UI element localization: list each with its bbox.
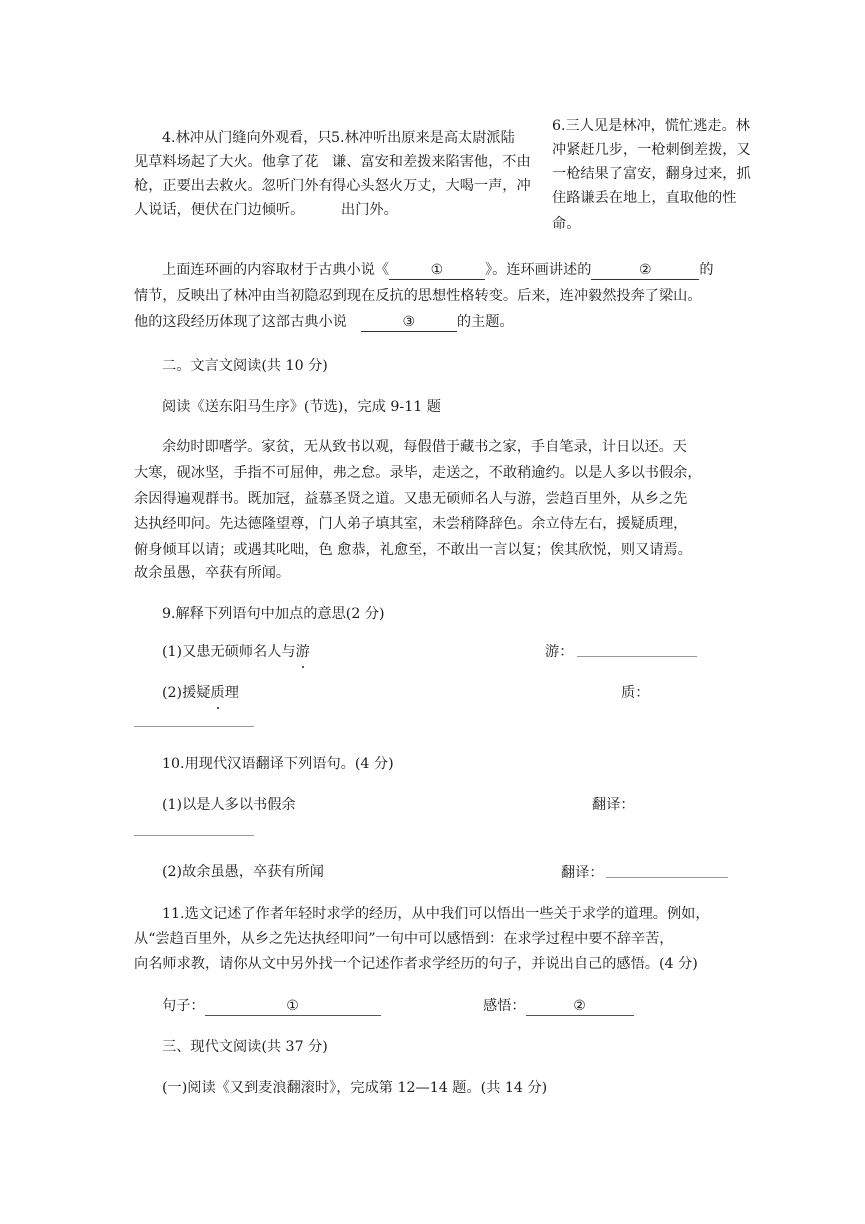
q11-sentence-row — [162, 995, 381, 1017]
q10-item-2: (2)故余虽愚，卒获有所闻 — [162, 864, 324, 880]
section-2-heading: 二。文言文阅读(共 10 分) — [162, 358, 328, 374]
caption-line: 人说话，便伏在门边倾听。 — [134, 202, 305, 218]
q9-item-text: (1)又患无硕师名人与 — [162, 644, 296, 660]
passage-line: 俯身倾耳以请；或遇其叱咄，色 愈恭，礼愈至，不敢出一言以复；俟其欣悦，则又请焉。 — [134, 542, 692, 558]
caption-line: 住路谦丢在地上，直取他的性 — [552, 190, 737, 206]
passage-line: 达执经叩问。先达德隆望尊，门人弟子填其室，未尝稍降辞色。余立侍左右，援疑质理， — [134, 516, 688, 532]
passage-line: 大寒，砚冰坚，手指不可屈伸，弗之怠。录毕，走送之，不敢稍逾约。以是人多以书假余， — [134, 465, 702, 481]
caption-line: 4.林冲从门缝向外观看，只 — [162, 130, 332, 146]
q11-sentence-label: 句子： — [162, 998, 205, 1014]
q9-answer-line-2[interactable] — [134, 726, 254, 727]
caption-line: 出门外。 — [341, 202, 398, 218]
caption-line: 见草料场起了大火。他拿了花 — [134, 154, 319, 170]
q11-sentence-blank[interactable]: ① — [205, 997, 381, 1016]
q9-item-2-label: 质： — [621, 685, 650, 701]
caption-line: 6.三人见是林冲，慌忙逃走。林 — [552, 118, 750, 134]
caption-line: 命。 — [552, 216, 581, 232]
passage-line: 余因得遍观群书。既加冠，益慕圣贤之道。又患无硕师名人与游，尝趋百里外，从乡之先 — [134, 491, 688, 507]
q8-line-1 — [162, 259, 714, 281]
q8-text: 的主题。 — [456, 314, 514, 330]
caption-line: 谦、富安和差拨来陷害他，不由 — [332, 154, 531, 170]
q10-item-2-label: 翻译： — [561, 865, 604, 881]
emphasis-dot-word: 游 — [296, 641, 310, 663]
emphasis-dot-word: 质 — [210, 682, 224, 704]
q9-title: 9.解释下列语句中加点的意思(2 分) — [162, 606, 385, 622]
q11-insight-blank[interactable]: ② — [526, 997, 634, 1016]
q9-item-text: (2)援疑 — [162, 685, 211, 701]
q10-title: 10.用现代汉语翻译下列语句。(4 分) — [162, 756, 394, 772]
q8-text: 上面连环画的内容取材于古典小说《 — [162, 262, 390, 278]
section-2-intro: 阅读《送东阳马生序》(节选)，完成 9-11 题 — [162, 399, 441, 415]
q11-insight-label: 感悟： — [483, 998, 526, 1014]
q9-item-1 — [162, 641, 310, 663]
q10-answer-line-1[interactable] — [134, 835, 254, 836]
section-3-heading: 三、现代文阅读(共 37 分) — [162, 1039, 328, 1055]
q9-item-1-label: 游： — [545, 644, 574, 660]
q8-blank-3[interactable]: ③ — [361, 313, 457, 332]
q8-text: 》。连环画讲述的 — [485, 262, 592, 278]
q8-blank-2[interactable]: ② — [591, 261, 699, 280]
q8-blank-1[interactable]: ① — [389, 261, 485, 280]
q11-line: 11.选文记述了作者年轻时求学的经历，从中我们可以悟出一些关于求学的道理。例如， — [162, 906, 710, 922]
passage-line: 故余虽愚，卒获有所闻。 — [134, 565, 291, 581]
passage-line: 余幼时即嗜学。家贫，无从致书以观，每假借于藏书之家，手自笔录，计日以还。天 — [162, 439, 687, 455]
q9-item-text: 理 — [224, 685, 239, 701]
caption-line: 5.林冲听出原来是高太尉派陆 — [331, 130, 515, 146]
q10-answer-line-2[interactable] — [606, 877, 728, 878]
caption-line: 枪，正要出去救火。忽听门外有 — [134, 178, 333, 194]
caption-line: 一枪结果了富安，翻身过来，抓 — [552, 166, 751, 182]
section-3-subheading: (一)阅读《又到麦浪翻滚时》，完成第 12—14 题。(共 14 分) — [162, 1080, 548, 1096]
q8-line-3 — [134, 311, 514, 333]
q9-answer-line-1[interactable] — [577, 656, 697, 657]
q8-line-2: 情节，反映出了林冲由当初隐忍到现在反抗的思想性格转变。后来，连冲毅然投奔了梁山。 — [134, 288, 702, 304]
q11-insight-row — [483, 995, 634, 1017]
caption-line: 得心头怒火万丈，大喝一声，冲 — [332, 178, 531, 194]
q10-item-1-label: 翻译： — [592, 797, 635, 813]
q9-item-2 — [162, 682, 239, 704]
q11-line: 向名师求教，请你从文中另外找一个记述作者求学经历的句子，并说出自己的感悟。(4 分) — [134, 956, 698, 972]
q10-item-1: (1)以是人多以书假余 — [162, 797, 296, 813]
q8-text: 他的这段经历体现了这部古典小说 — [134, 314, 347, 330]
q11-line: 从“尝趋百里外，从乡之先达执经叩问”一句中可以感悟到：在求学过程中要不辞辛苦， — [134, 931, 674, 947]
q8-text: 的 — [699, 262, 714, 278]
caption-line: 冲紧赶几步，一枪刺倒差拨，又 — [552, 142, 751, 158]
